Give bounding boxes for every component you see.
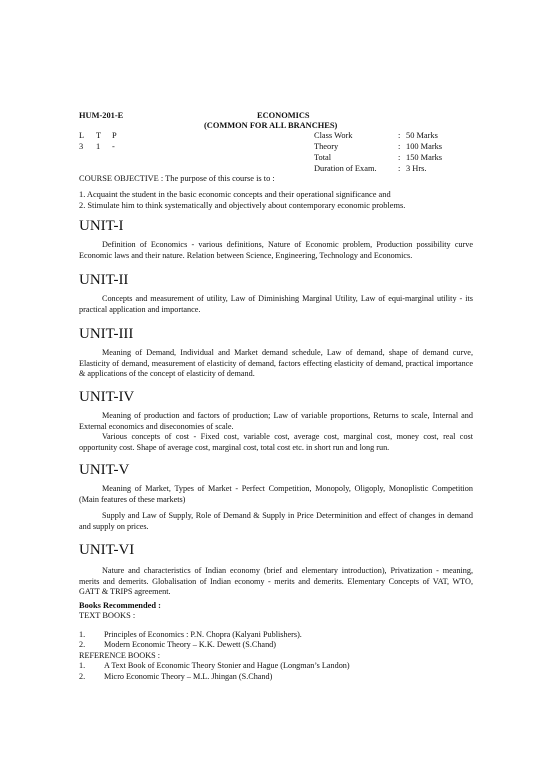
unit-paragraph: Meaning of Demand, Individual and Market demand schedule, Law of demand, shape of demand curve, Elasticity of demand, measurement of elasticity of demand, factors effecting elasticity of demand, practical importance & applications of the concept of elasticity of demand.: [79, 348, 473, 379]
marks-label: Theory: [314, 142, 339, 151]
ltp-value-p: -: [112, 142, 115, 151]
list-item: [79, 630, 350, 640]
unit-heading: UNIT-I: [79, 218, 124, 234]
marks-colon: :: [398, 164, 401, 173]
books-heading: Books Recommended :: [79, 601, 161, 610]
list-item-number: 1.: [79, 630, 86, 639]
unit-heading: UNIT-IV: [79, 389, 135, 405]
marks-value: 3 Hrs.: [406, 164, 427, 173]
course-subtitle: (COMMON FOR ALL BRANCHES): [204, 121, 338, 130]
objective-item: 1. Acquaint the student in the basic economic concepts and their operational significance and: [79, 190, 391, 199]
text-books-list: [79, 630, 350, 682]
unit-heading: UNIT-III: [79, 326, 134, 342]
list-item-title: Micro Economic Theory – M.L. Jhingan (S.Chand): [104, 671, 273, 681]
marks-label: Class Work: [314, 131, 353, 140]
marks-colon: :: [398, 153, 401, 162]
ltp-value-t: 1: [96, 142, 101, 151]
marks-value: 50 Marks: [406, 131, 438, 140]
unit-paragraph: Nature and characteristics of Indian economy (brief and elementary introduction), Privatization - meaning, merits and demerits. Globalisation of Indian economy - merits and demerits. Elementary Concepts of VAT, WTO, GATT & TRIPS agreement.: [79, 566, 473, 597]
list-item: [79, 640, 350, 650]
course-title: ECONOMICS: [257, 111, 310, 120]
objective-item: 2. Stimulate him to think systematically and objectively about contemporary economic problems.: [79, 201, 406, 210]
list-item-number: 2.: [79, 671, 86, 681]
list-item: [79, 672, 350, 682]
unit-paragraph: Meaning of production and factors of production; Law of variable proportions, Returns to scale, Internal and External economics and diseconomies of scale.: [79, 411, 473, 431]
text-books-label: TEXT BOOKS :: [79, 611, 136, 620]
unit-paragraph: Various concepts of cost - Fixed cost, variable cost, average cost, marginal cost, money cost, real cost opportunity cost. Shape of average cost, marginal cost, total cost etc. in short run and long run.: [79, 432, 473, 452]
unit-paragraph: Meaning of Market, Types of Market - Perfect Competition, Monopoly, Oligoply, Monoplistic Competition (Main features of these markets): [79, 484, 473, 504]
list-item-title: A Text Book of Economic Theory Stonier and Hague (Longman’s Landon): [104, 661, 350, 671]
ltp-label-p: P: [112, 131, 117, 140]
marks-colon: :: [398, 131, 401, 140]
ltp-label-l: L: [79, 131, 85, 140]
ltp-value-l: 3: [79, 142, 84, 151]
list-item-title: Modern Economic Theory – K.K. Dewett (S.Chand): [104, 640, 276, 650]
unit-heading: UNIT-VI: [79, 542, 135, 558]
list-item-title: Principles of Economics : P.N. Chopra (Kalyani Publishers).: [104, 630, 302, 639]
objective-heading: COURSE OBJECTIVE : The purpose of this course is to :: [79, 174, 275, 183]
unit-paragraph: Definition of Economics - various definitions, Nature of Economic problem, Production possibility curve Economic laws and their nature. Relation between Science, Engineering, Technology and Economics.: [79, 240, 473, 260]
unit-heading: UNIT-II: [79, 272, 129, 288]
ref-books-label: REFERENCE BOOKS :: [79, 650, 160, 660]
course-code: HUM-201-E: [79, 111, 124, 120]
ltp-label-t: T: [96, 131, 102, 140]
unit-heading: UNIT-V: [79, 462, 130, 478]
marks-value: 150 Marks: [406, 153, 443, 162]
marks-value: 100 Marks: [406, 142, 443, 151]
marks-label: Total: [314, 153, 332, 162]
list-item: [79, 661, 350, 671]
marks-colon: :: [398, 142, 401, 151]
unit-paragraph: Supply and Law of Supply, Role of Demand & Supply in Price Determinition and effect of changes in demand and supply on prices.: [79, 511, 473, 531]
marks-label: Duration of Exam.: [314, 164, 377, 173]
list-item-number: 2.: [79, 640, 86, 650]
list-item-number: 1.: [79, 661, 86, 671]
unit-paragraph: Concepts and measurement of utility, Law of Diminishing Marginal Utility, Law of equi-marginal utility - its practical application and importance.: [79, 294, 473, 314]
